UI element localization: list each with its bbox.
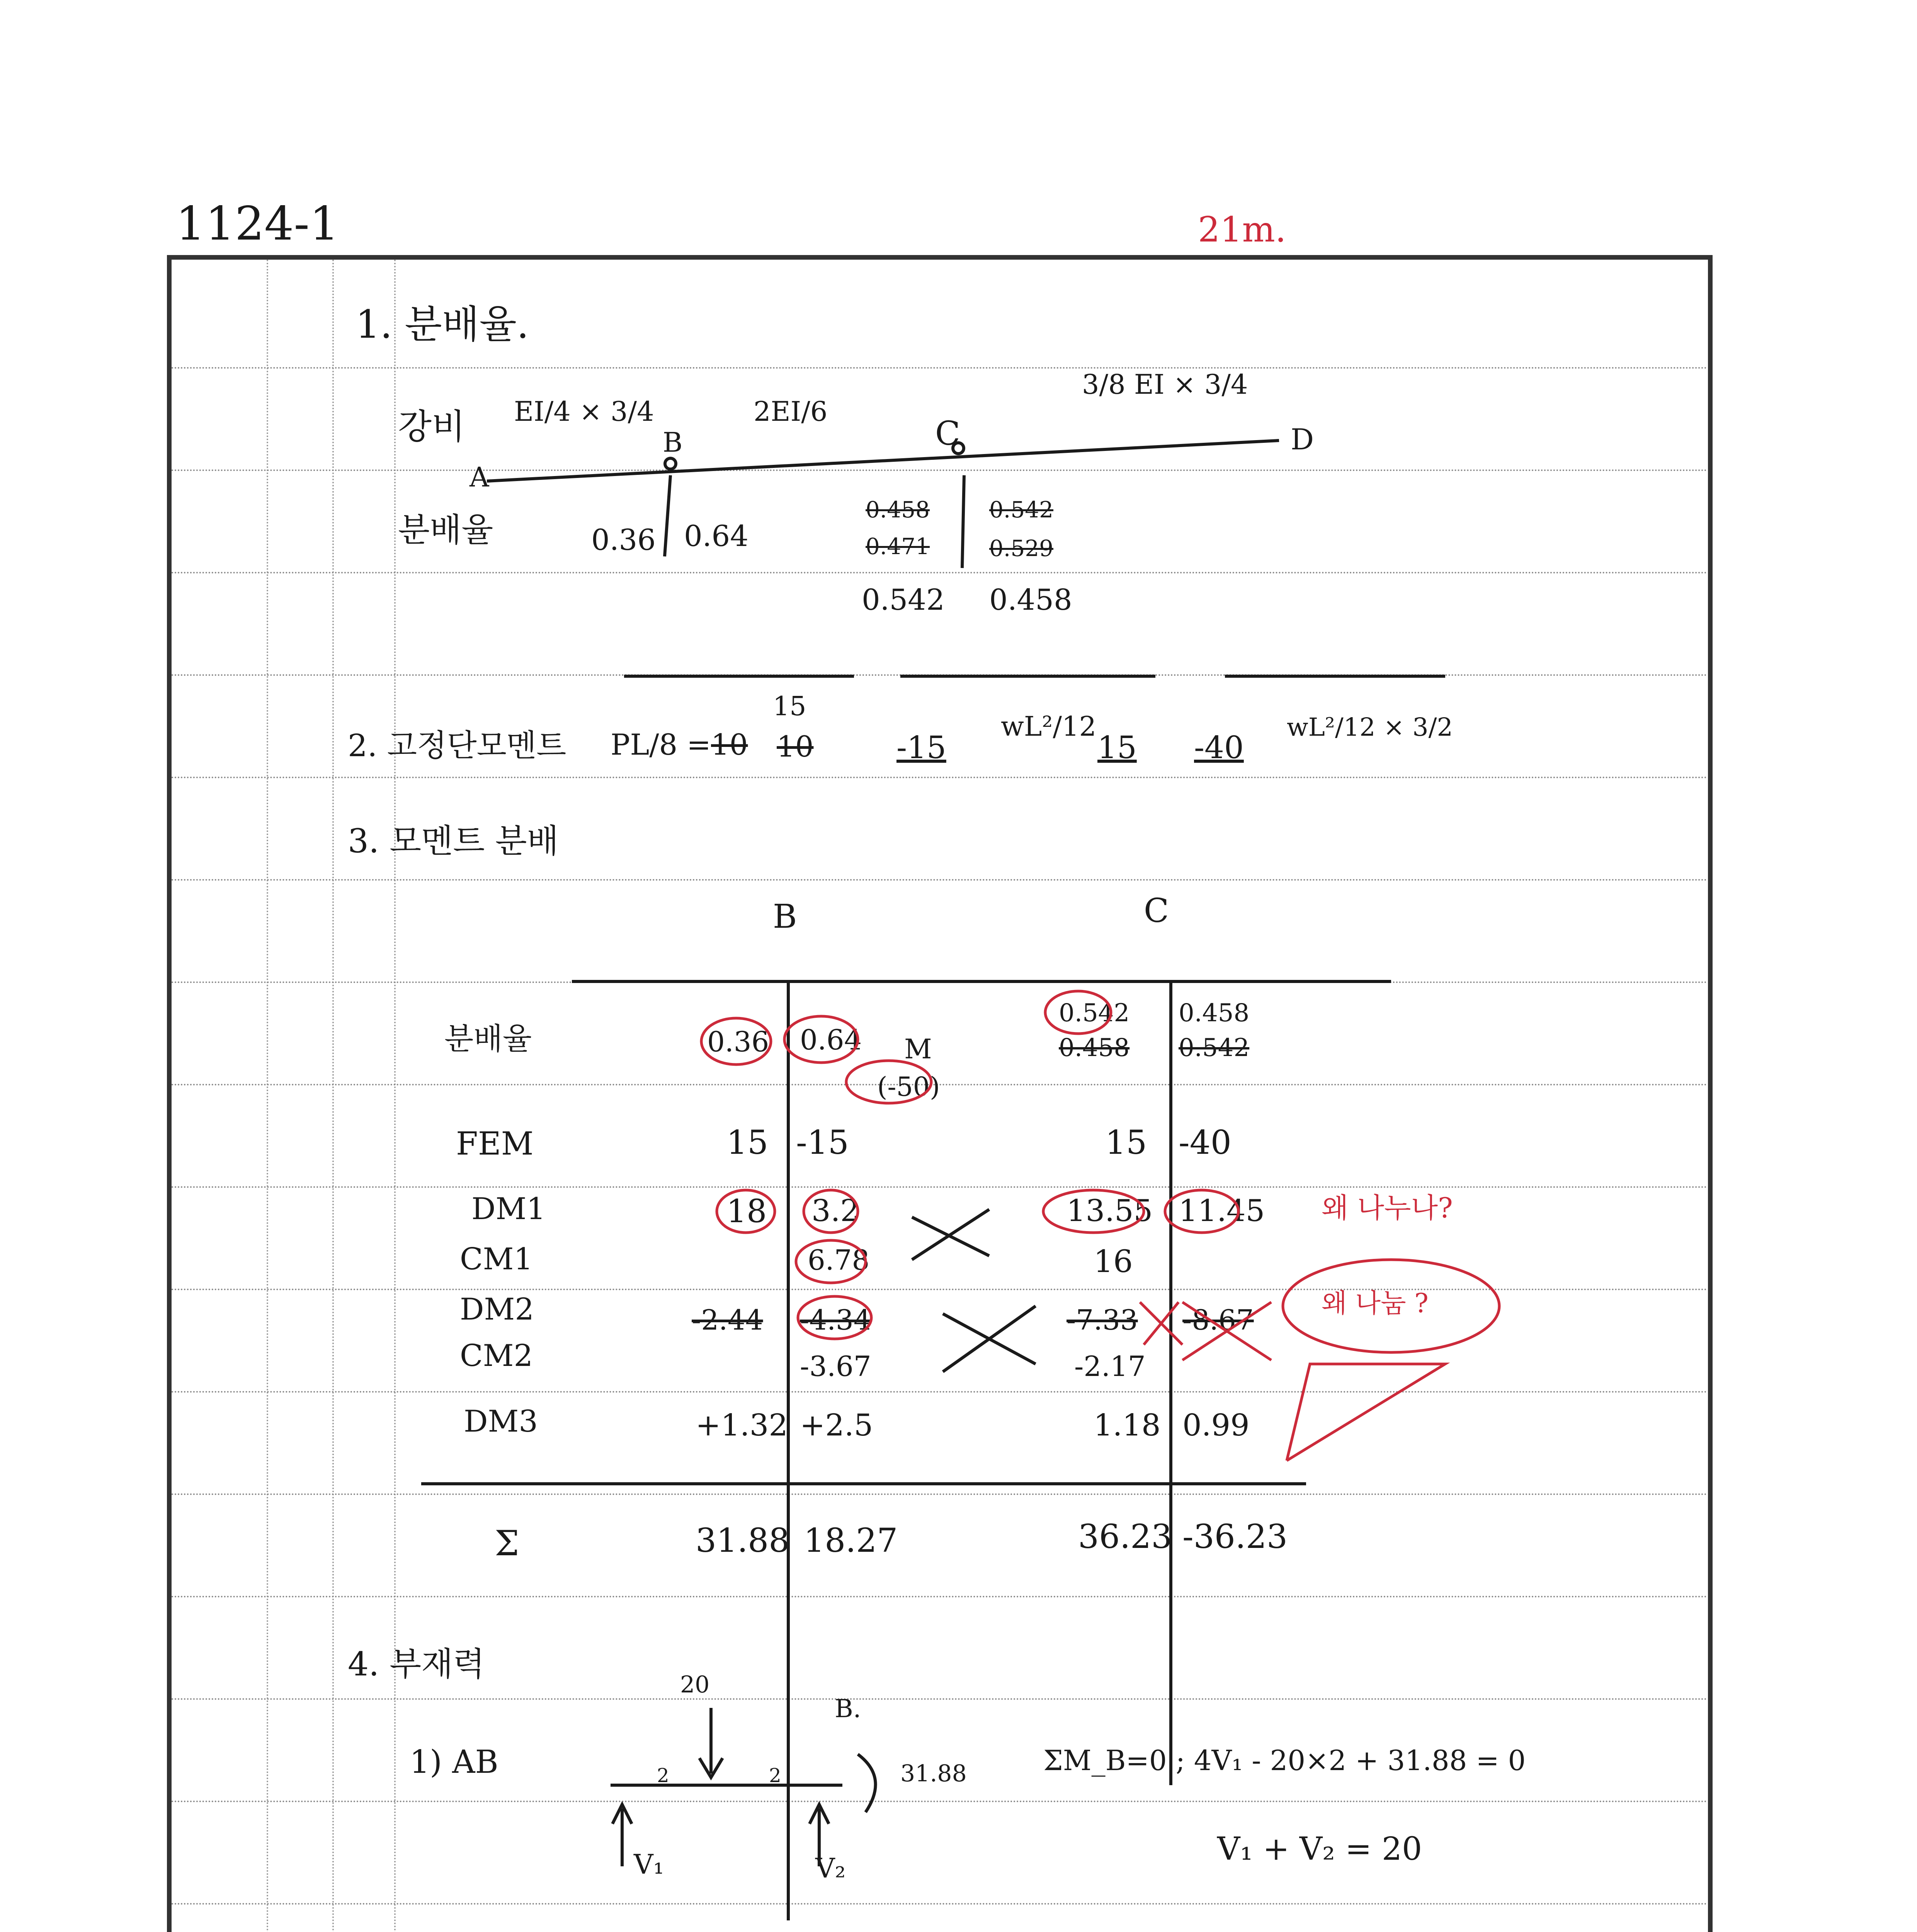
sum-label: Σ <box>495 1523 519 1564</box>
moment-note: M <box>904 1033 932 1065</box>
ab-label: 1) AB <box>410 1744 498 1781</box>
cell-df-c2: 0.458 <box>1179 999 1250 1027</box>
cell-dm3-b1: +1.32 <box>696 1408 788 1443</box>
fem-formula-1: PL/8 = <box>611 728 711 762</box>
cell-dm2-c2: -8.67 <box>1182 1304 1254 1336</box>
section1-heading: 1. 분배율. <box>356 302 529 347</box>
ab-load: 20 <box>680 1671 710 1698</box>
column-b: B <box>773 898 797 936</box>
row-label-dm3: DM3 <box>464 1404 538 1439</box>
ab-v1: V₁ <box>634 1849 664 1880</box>
cell-dm3-b2: +2.5 <box>800 1408 873 1443</box>
cell-dm1-b1: 18 <box>726 1193 767 1230</box>
cell-dm1-c1: 13.55 <box>1067 1194 1153 1228</box>
df-label: 분배율 <box>398 511 493 549</box>
df-c-left: 0.542 <box>862 583 945 617</box>
red-annotations <box>701 991 1499 1461</box>
df-c-struck: 0.542 <box>989 497 1054 523</box>
ab-moment: 31.88 <box>900 1760 967 1787</box>
df-b-right: 0.64 <box>684 519 748 553</box>
red-note-2: 왜 나눔 ? <box>1322 1288 1429 1319</box>
section3-heading: 3. 모멘트 분배 <box>348 822 559 861</box>
section4-heading: 4. 부재력 <box>348 1645 485 1684</box>
cell-cm1-b2: 6.78 <box>808 1244 870 1276</box>
k-bc: 2EI/6 <box>754 396 828 427</box>
df-c-struck: 0.458 <box>866 497 930 523</box>
cell-fem-c2: -40 <box>1179 1124 1232 1162</box>
sum-b2: 18.27 <box>804 1522 898 1560</box>
stiffness-label: 강비 <box>398 406 465 447</box>
ab-v2: V₂ <box>815 1852 846 1884</box>
cell-dm3-c1: 1.18 <box>1094 1408 1161 1443</box>
ab-eq1: ΣM_B=0 ; 4V₁ - 20×2 + 31.88 = 0 <box>1043 1744 1526 1777</box>
fem-value: -40 <box>1194 730 1244 765</box>
fem-formula-2: wL²/12 <box>1001 711 1097 742</box>
struck-df: 0.458 <box>1059 1034 1130 1062</box>
df-b-left: 0.36 <box>591 523 656 557</box>
ab-eq2: V₁ + V₂ = 20 <box>1217 1831 1422 1867</box>
row-label-df: 분배율 <box>444 1022 532 1056</box>
cell-cm2-b2: -3.67 <box>800 1350 871 1383</box>
page-number: 1124-1 <box>176 197 339 251</box>
cell-fem-b1: 15 <box>726 1124 769 1162</box>
node-c: C <box>935 415 961 453</box>
df-c-struck: 0.471 <box>866 533 930 560</box>
fem-correction: 15 <box>773 691 806 722</box>
cell-cm1-c1: 16 <box>1094 1243 1133 1279</box>
cell-df-b1: 0.36 <box>707 1026 769 1058</box>
row-label-cm2: CM2 <box>460 1338 533 1373</box>
ab-span-left: 2 <box>657 1764 669 1787</box>
cell-dm3-c2: 0.99 <box>1182 1408 1250 1443</box>
ab-node-b: B. <box>835 1694 861 1723</box>
cell-fem-c1: 15 <box>1105 1124 1147 1162</box>
cell-dm1-c2: 11.45 <box>1179 1194 1265 1228</box>
ab-free-body <box>611 1708 876 1866</box>
row-label-dm1: DM1 <box>471 1192 546 1226</box>
struck-df: 0.542 <box>1179 1034 1250 1062</box>
cell-df-b2: 0.64 <box>800 1024 862 1056</box>
top-mark: 21m. <box>1198 209 1286 250</box>
fem-struck-2: 10 <box>777 730 814 764</box>
cell-dm2-b2: -4.34 <box>800 1304 871 1336</box>
red-note-1: 왜 나누나? <box>1322 1192 1453 1224</box>
moment-value: (-50) <box>877 1072 940 1102</box>
row-label-dm2: DM2 <box>460 1292 534 1327</box>
cell-cm2-c1: -2.17 <box>1074 1350 1146 1383</box>
fem-value: 15 <box>1097 730 1137 765</box>
ab-span-right: 2 <box>769 1764 781 1787</box>
df-c-right: 0.458 <box>989 583 1072 617</box>
section2-heading: 2. 고정단모멘트 <box>348 728 566 764</box>
fem-struck-1: 10 <box>711 728 748 762</box>
k-ab: EI/4 × 3/4 <box>514 396 654 427</box>
cell-fem-b2: -15 <box>796 1124 849 1162</box>
row-label-cm1: CM1 <box>460 1242 533 1277</box>
column-c: C <box>1144 892 1169 930</box>
cell-dm2-b1: -2.44 <box>692 1304 763 1336</box>
node-a: A <box>469 461 489 493</box>
node-d: D <box>1291 422 1314 456</box>
fem-value: -15 <box>896 730 946 765</box>
sum-c1: 36.23 <box>1078 1518 1172 1556</box>
fem-formula-3: wL²/12 × 3/2 <box>1287 713 1453 742</box>
stiffness-beam <box>487 440 1445 676</box>
k-cd: 3/8 EI × 3/4 <box>1082 369 1248 400</box>
row-label-fem: FEM <box>456 1126 534 1162</box>
sum-c2: -36.23 <box>1182 1518 1288 1556</box>
cell-dm2-c1: -7.33 <box>1067 1304 1138 1336</box>
node-b: B <box>663 427 683 458</box>
df-c-struck: 0.529 <box>989 535 1054 561</box>
distribution-table <box>421 981 1391 1920</box>
cell-df-c1: 0.542 <box>1059 999 1130 1027</box>
sum-b1: 31.88 <box>696 1522 790 1560</box>
cell-dm1-b2: 3.2 <box>811 1194 860 1228</box>
